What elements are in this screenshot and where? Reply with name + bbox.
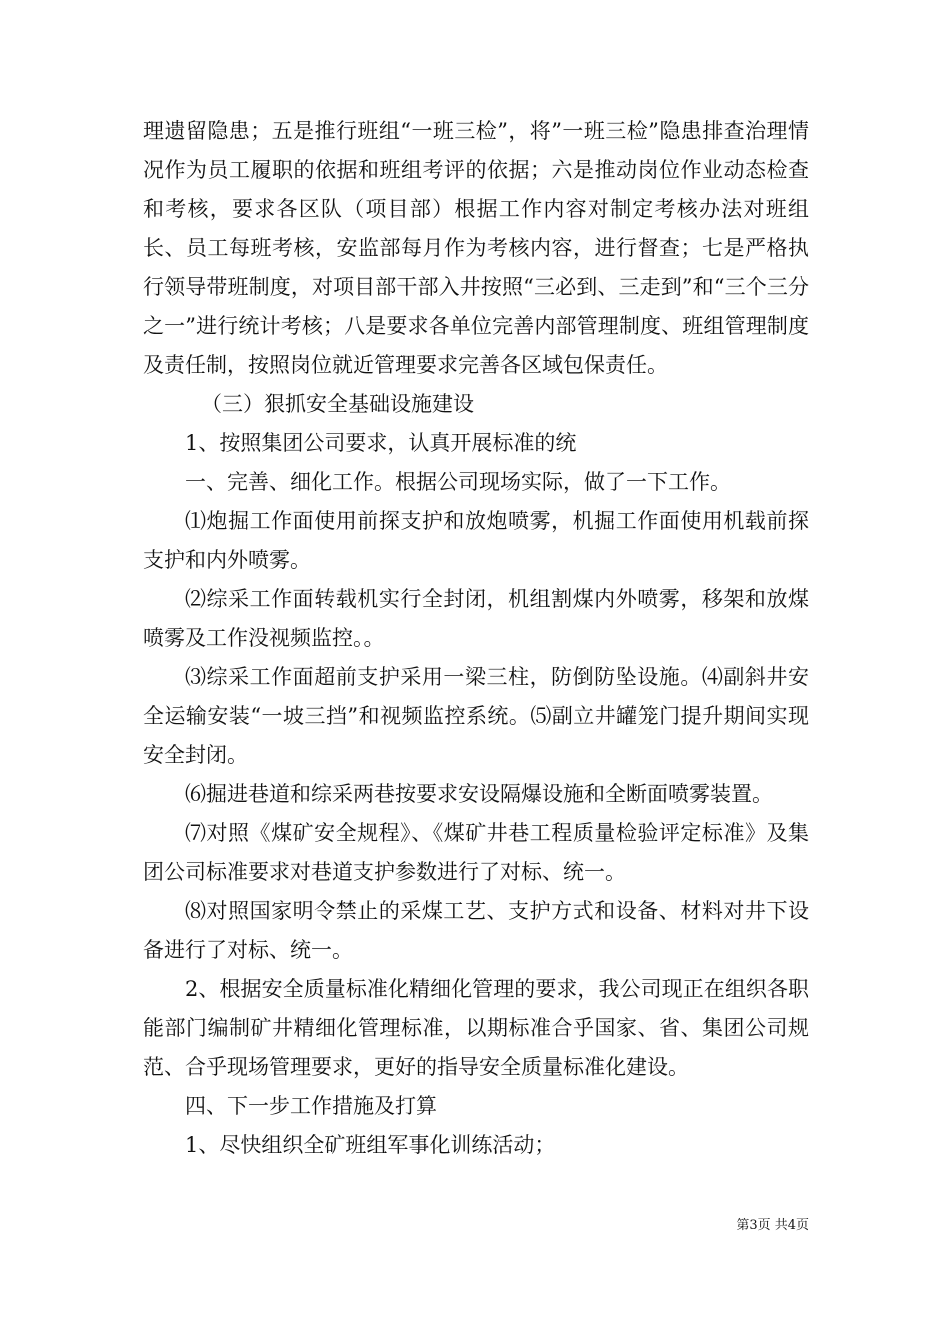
paragraph-continuation: 理遗留隐患；五是推行班组“一班三检”，将”一班三检”隐患排查治理情况作为员工履职的依据和班组考评的依据；六是推动岗位作业动态检查和考核，要求各区队（项目部）根据工作内容对制定考核办法对班组长、员工每班考核，安监部每月作为考核内容，进行督查；七是严格执行领导带班制度，对项目部干部入井按照“三必到、三走到”和“三个三分之一”进行统计考核；八是要求各单位完善内部管理制度、班组管理制度及责任制，按照岗位就近管理要求完善各区域包保责任。 (143, 119, 809, 377)
section-heading-next-steps: 四、下一步工作措施及打算 (185, 1094, 437, 1118)
paragraph-point-6: ⑹掘进巷道和综采两巷按要求安设隔爆设施和全断面喷雾装置。 (185, 782, 773, 806)
paragraph-next-step-1: 1、尽快组织全矿班组军事化训练活动； (185, 1133, 556, 1157)
page-number-footer: 第3页 共4页 (736, 1218, 809, 1233)
section-heading-infrastructure: （三）狠抓安全基础设施建设 (201, 392, 474, 416)
document-body (143, 112, 809, 1165)
paragraph-point-2: ⑵综采工作面转载机实行全封闭，机组割煤内外喷雾，移架和放煤喷雾及工作没视频监控。。 (143, 587, 809, 650)
paragraph-point-7: ⑺对照《煤矿安全规程》、《煤矿井巷工程质量检验评定标准》及集团公司标准要求对巷道支护参数进行了对标、统一。 (143, 821, 809, 884)
paragraph-item-1: 1、按照集团公司要求，认真开展标准的统 (185, 431, 577, 455)
paragraph-item-2: 2、根据安全质量标准化精细化管理的要求，我公司现正在组织各职能部门编制矿井精细化管理标准，以期标准合乎国家、省、集团公司规范、合乎现场管理要求，更好的指导安全质量标准化建设。 (143, 977, 809, 1079)
paragraph-refinement: 一、完善、细化工作。根据公司现场实际，做了一下工作。 (185, 470, 731, 494)
paragraph-point-1: ⑴炮掘工作面使用前探支护和放炮喷雾，机掘工作面使用机载前探支护和内外喷雾。 (143, 509, 809, 572)
paragraph-point-8: ⑻对照国家明令禁止的采煤工艺、支护方式和设备、材料对井下设备进行了对标、统一。 (143, 899, 809, 962)
paragraph-point-3: ⑶综采工作面超前支护采用一梁三柱，防倒防坠设施。⑷副斜井安全运输安装“一坡三挡”和视频监控系统。⑸副立井罐笼门提升期间实现安全封闭。 (143, 665, 809, 767)
